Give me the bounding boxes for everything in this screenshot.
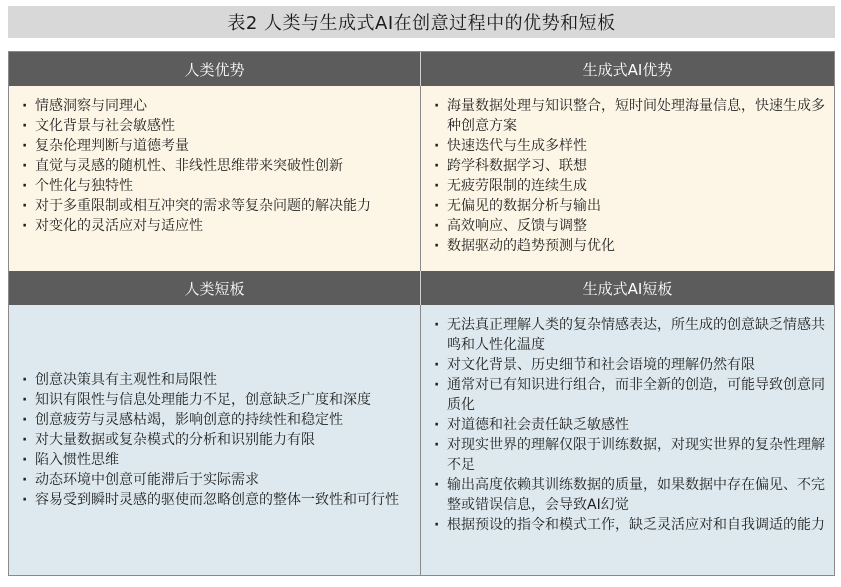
- list-human-weaknesses: [19, 370, 412, 510]
- list-ai-weaknesses: [431, 315, 826, 535]
- list-item: · 知识有限性与信息处理能力不足，创意缺乏广度和深度: [19, 390, 412, 410]
- list-item: · 对道德和社会责任缺乏敏感性: [431, 415, 826, 435]
- list-item: · 数据驱动的趋势预测与优化: [431, 236, 826, 256]
- list-item: · 陷入惯性思维: [19, 450, 412, 470]
- list-item: · 对于多重限制或相互冲突的需求等复杂问题的解决能力: [19, 196, 412, 216]
- list-item: · 海量数据处理与知识整合，短时间处理海量信息，快速生成多种创意方案: [431, 96, 826, 136]
- cell-ai-strengths: [421, 86, 834, 271]
- list-item: · 对大量数据或复杂模式的分析和识别能力有限: [19, 430, 412, 450]
- list-item: · 容易受到瞬时灵感的驱使而忽略创意的整体一致性和可行性: [19, 490, 412, 510]
- table-title: 表2 人类与生成式AI在创意过程中的优势和短板: [8, 6, 835, 38]
- list-item: · 无疲劳限制的连续生成: [431, 176, 826, 196]
- list-item: · 创意疲劳与灵感枯竭，影响创意的持续性和稳定性: [19, 410, 412, 430]
- cell-ai-weaknesses: [421, 305, 834, 575]
- list-human-strengths: [19, 96, 412, 236]
- header-human-weaknesses: 人类短板: [9, 271, 421, 305]
- header-human-strengths: 人类优势: [9, 52, 421, 86]
- list-item: · 通常对已有知识进行组合，而非全新的创造，可能导致创意同质化: [431, 375, 826, 415]
- list-item: · 情感洞察与同理心: [19, 96, 412, 116]
- list-item: · 输出高度依赖其训练数据的质量，如果数据中存在偏见、不完整或错误信息，会导致AI幻觉: [431, 475, 826, 515]
- header-ai-weaknesses: 生成式AI短板: [421, 271, 834, 305]
- list-item: · 无偏见的数据分析与输出: [431, 196, 826, 216]
- list-item: · 复杂伦理判断与道德考量: [19, 136, 412, 156]
- list-item: · 创意决策具有主观性和局限性: [19, 370, 412, 390]
- list-item: · 个性化与独特性: [19, 176, 412, 196]
- list-item: · 直觉与灵感的随机性、非线性思维带来突破性创新: [19, 156, 412, 176]
- list-item: · 动态环境中创意可能滞后于实际需求: [19, 470, 412, 490]
- header-ai-strengths: 生成式AI优势: [421, 52, 834, 86]
- comparison-table: [8, 51, 835, 576]
- list-item: · 对现实世界的理解仅限于训练数据，对现实世界的复杂性理解不足: [431, 435, 826, 475]
- list-item: · 对文化背景、历史细节和社会语境的理解仍然有限: [431, 355, 826, 375]
- list-item: · 文化背景与社会敏感性: [19, 116, 412, 136]
- list-item: · 根据预设的指令和模式工作，缺乏灵活应对和自我调适的能力: [431, 515, 826, 535]
- list-item: · 对变化的灵活应对与适应性: [19, 216, 412, 236]
- cell-human-weaknesses: [9, 305, 421, 575]
- cell-human-strengths: [9, 86, 421, 271]
- list-item: · 高效响应、反馈与调整: [431, 216, 826, 236]
- list-item: · 无法真正理解人类的复杂情感表达，所生成的创意缺乏情感共鸣和人性化温度: [431, 315, 826, 355]
- list-item: · 跨学科数据学习、联想: [431, 156, 826, 176]
- list-item: · 快速迭代与生成多样性: [431, 136, 826, 156]
- list-ai-strengths: [431, 96, 826, 256]
